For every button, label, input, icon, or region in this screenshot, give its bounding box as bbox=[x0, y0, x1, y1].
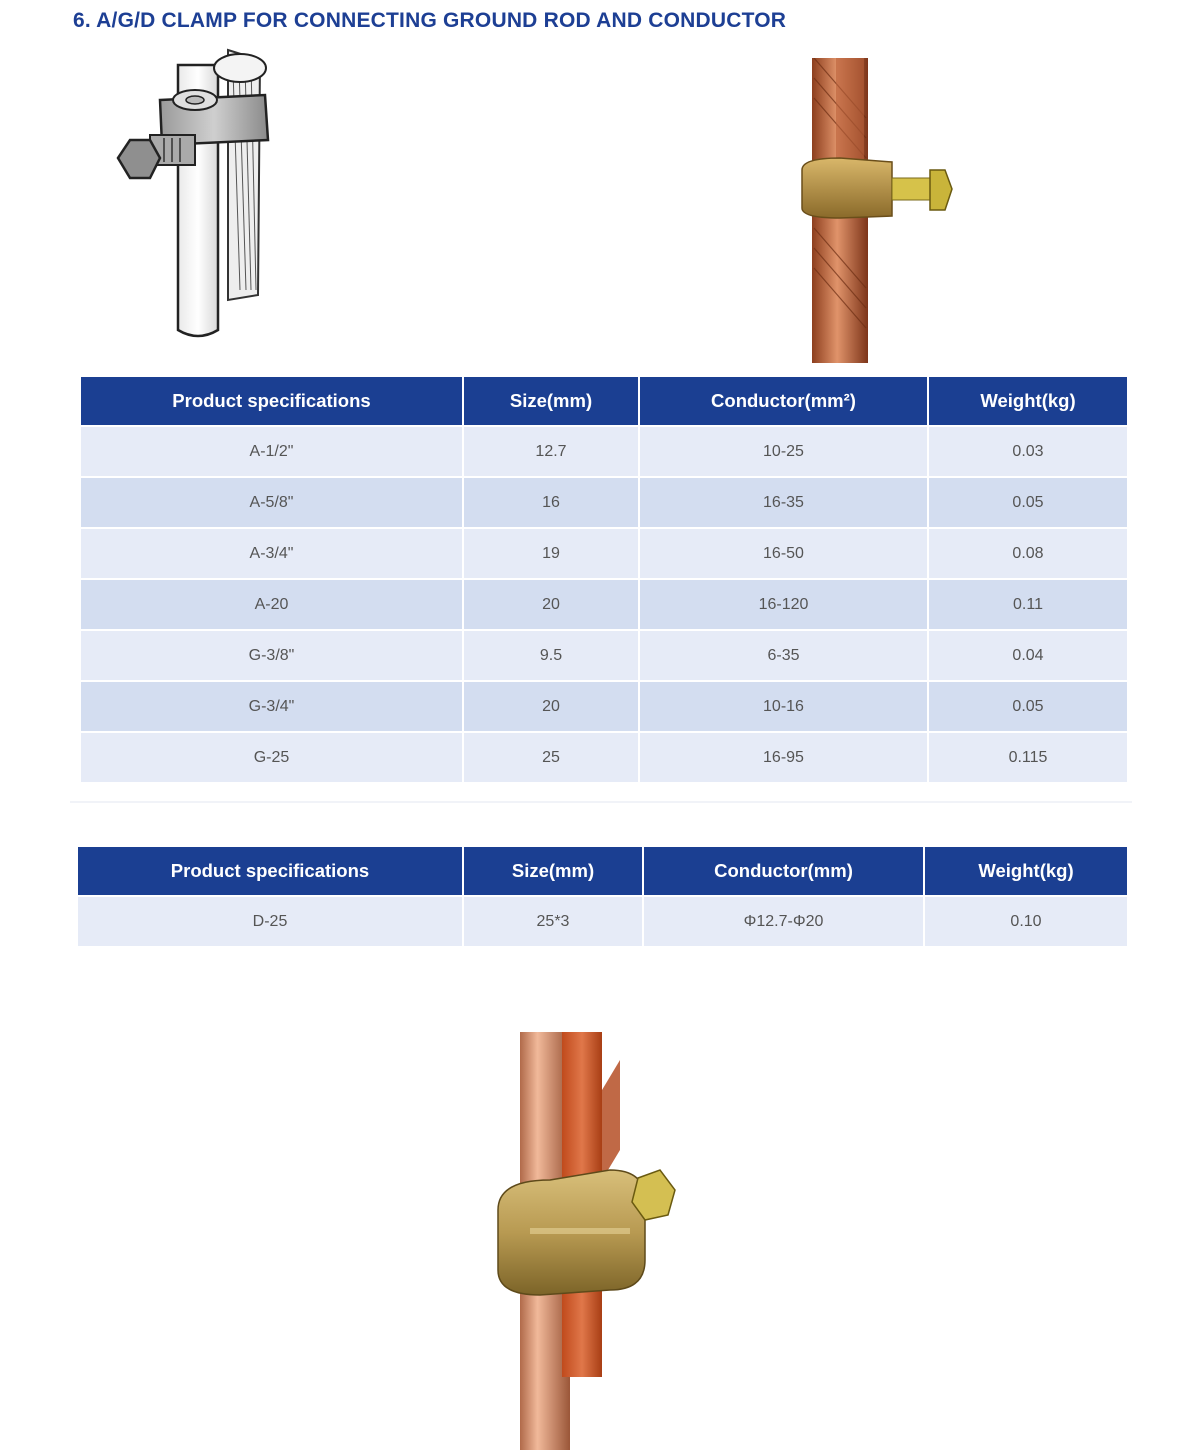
cell-size: 16 bbox=[464, 478, 640, 529]
cell-spec: A-3/4" bbox=[81, 529, 464, 580]
clamp-sketch-image bbox=[100, 40, 300, 360]
cell-weight: 0.11 bbox=[929, 580, 1127, 631]
cell-conductor: 16-35 bbox=[640, 478, 929, 529]
header-weight: Weight(kg) bbox=[925, 847, 1127, 897]
table-row bbox=[81, 478, 1127, 529]
cell-weight: 0.05 bbox=[929, 682, 1127, 733]
table-header-row bbox=[78, 847, 1127, 897]
cell-weight: 0.08 bbox=[929, 529, 1127, 580]
table-row bbox=[81, 580, 1127, 631]
cell-conductor: 6-35 bbox=[640, 631, 929, 682]
cell-size: 25 bbox=[464, 733, 640, 784]
page-title: 6. A/G/D CLAMP FOR CONNECTING GROUND ROD AND CONDUCTOR bbox=[73, 9, 787, 32]
clamp-photo-tape-image bbox=[470, 1030, 710, 1450]
cell-spec: A-1/2" bbox=[81, 427, 464, 478]
header-size: Size(mm) bbox=[464, 847, 644, 897]
cell-weight: 0.04 bbox=[929, 631, 1127, 682]
cell-weight: 0.10 bbox=[925, 897, 1127, 948]
cell-conductor: 10-25 bbox=[640, 427, 929, 478]
table-row bbox=[81, 427, 1127, 478]
header-product-spec: Product specifications bbox=[81, 377, 464, 427]
cell-size: 25*3 bbox=[464, 897, 644, 948]
spec-table-d bbox=[78, 847, 1127, 948]
cell-weight: 0.03 bbox=[929, 427, 1127, 478]
cell-conductor: 10-16 bbox=[640, 682, 929, 733]
cell-spec: D-25 bbox=[78, 897, 464, 948]
spec-table-ag bbox=[81, 377, 1127, 784]
table-row bbox=[81, 682, 1127, 733]
header-conductor: Conductor(mm) bbox=[644, 847, 925, 897]
cell-size: 20 bbox=[464, 580, 640, 631]
cell-spec: G-3/4" bbox=[81, 682, 464, 733]
table-row bbox=[78, 897, 1127, 948]
table-row bbox=[81, 733, 1127, 784]
section-divider bbox=[70, 801, 1132, 803]
cell-size: 9.5 bbox=[464, 631, 640, 682]
cell-weight: 0.05 bbox=[929, 478, 1127, 529]
cell-spec: A-20 bbox=[81, 580, 464, 631]
header-size: Size(mm) bbox=[464, 377, 640, 427]
cell-conductor: 16-95 bbox=[640, 733, 929, 784]
header-product-spec: Product specifications bbox=[78, 847, 464, 897]
clamp-photo-strand-image bbox=[780, 58, 980, 368]
cell-spec: G-3/8" bbox=[81, 631, 464, 682]
table-header-row bbox=[81, 377, 1127, 427]
table-row bbox=[81, 529, 1127, 580]
cell-size: 19 bbox=[464, 529, 640, 580]
cell-conductor: Φ12.7-Φ20 bbox=[644, 897, 925, 948]
cell-size: 20 bbox=[464, 682, 640, 733]
cell-size: 12.7 bbox=[464, 427, 640, 478]
cell-conductor: 16-120 bbox=[640, 580, 929, 631]
header-weight: Weight(kg) bbox=[929, 377, 1127, 427]
cell-weight: 0.115 bbox=[929, 733, 1127, 784]
header-conductor: Conductor(mm²) bbox=[640, 377, 929, 427]
table-row bbox=[81, 631, 1127, 682]
cell-spec: G-25 bbox=[81, 733, 464, 784]
cell-spec: A-5/8" bbox=[81, 478, 464, 529]
cell-conductor: 16-50 bbox=[640, 529, 929, 580]
